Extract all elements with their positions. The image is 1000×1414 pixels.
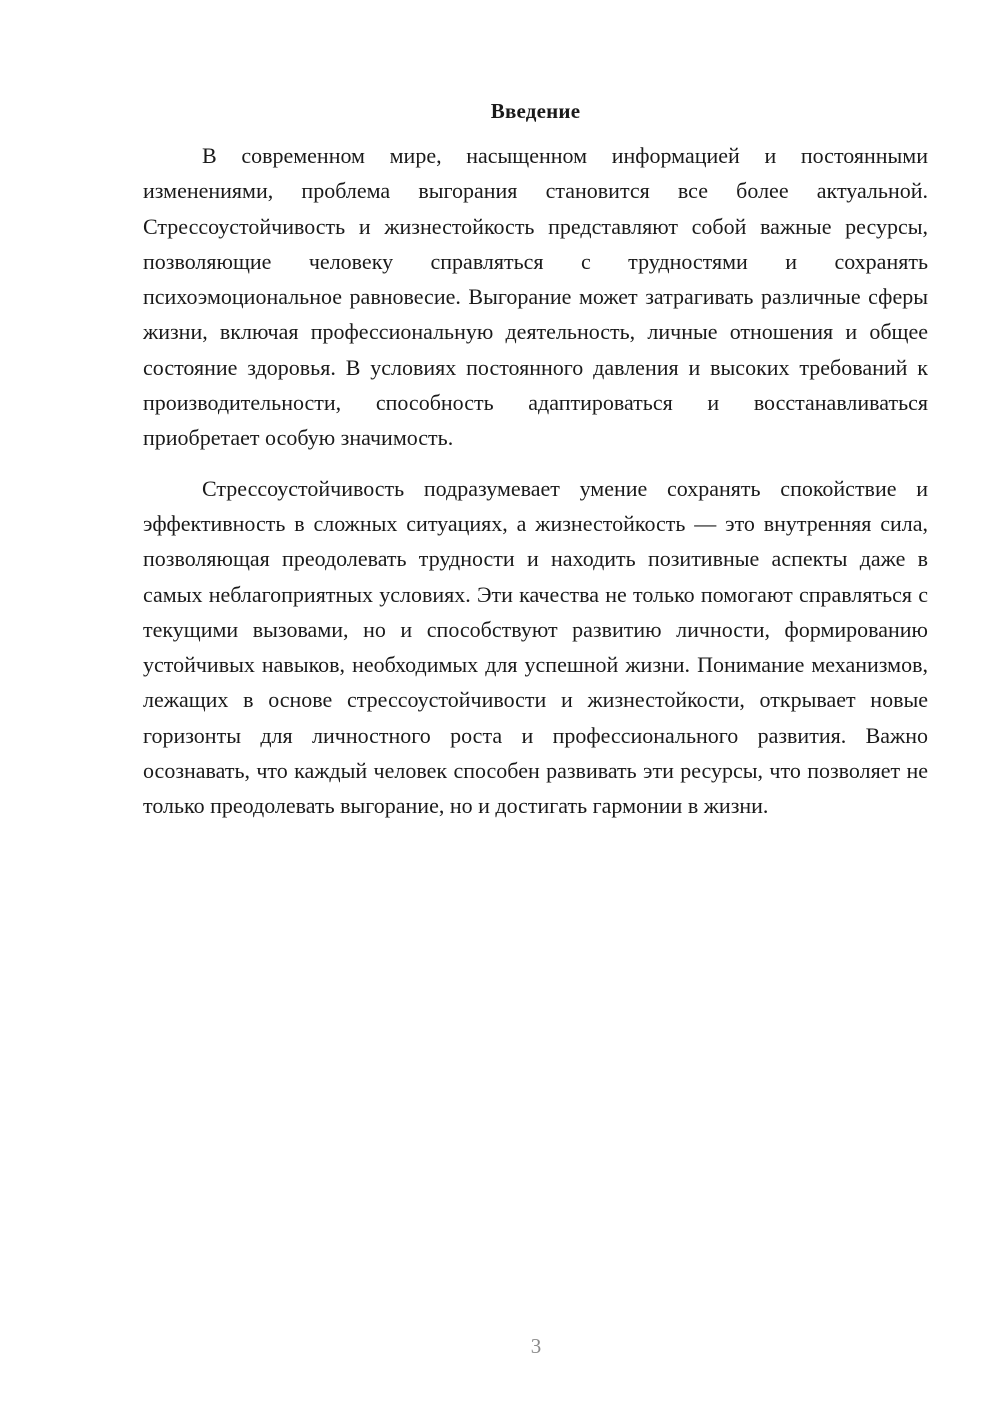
body-paragraph-1: В современном мире, насыщенном информацией и постоянными изменениями, проблема выгорания становится все более актуальной. Стрессоустойчивость и жизнестойкость представляют собой важные ресурсы, позволяющие человеку справляться с трудностями и сохранять психоэмоциональное равновесие. Выгорание может затрагивать различные сферы жизни, включая профессиональную деятельность, личные отношения и общее состояние здоровья. В условиях постоянного давления и высоких требований к производительности, способность адаптироваться и восстанавливаться приобретает особую значимость. [143, 143, 928, 451]
section-heading: Введение [490, 99, 581, 123]
page-content [143, 96, 928, 839]
page-number: 3 [530, 1334, 542, 1358]
body-paragraph-2: Стрессоустойчивость подразумевает умение сохранять спокойствие и эффективность в сложных ситуациях, а жизнестойкость — это внутренняя сила, позволяющая преодолевать трудности и находить позитивные аспекты даже в самых неблагоприятных условиях. Эти качества не только помогают справляться с текущими вызовами, но и способствуют развитию личности, формированию устойчивых навыков, необходимых для успешной жизни. Понимание механизмов, лежащих в основе стрессоустойчивости и жизнестойкости, открывает новые горизонты для личностного роста и профессионального развития. Важно осознавать, что каждый человек способен развивать эти ресурсы, что позволяет не только преодолевать выгорание, но и достигать гармонии в жизни. [143, 475, 928, 819]
